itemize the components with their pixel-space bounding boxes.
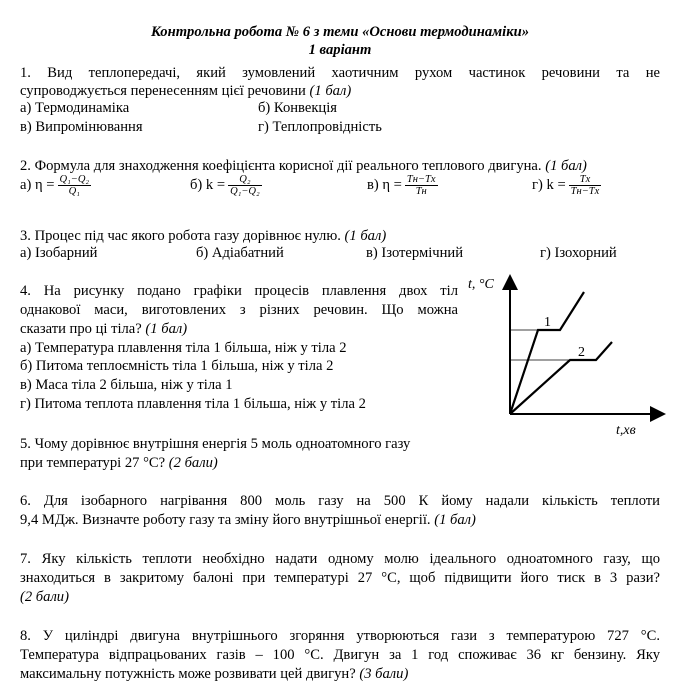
q8-text-line2: Температура відпрацьованих газів – 100 °С. Двигун за 1 год споживає 36 кг бензину. Яку xyxy=(20,647,660,663)
q4-text-line3 xyxy=(20,320,187,338)
q3-option-d: г) Ізохорний xyxy=(540,245,617,261)
q2-c-numerator: Tн−Tх xyxy=(406,174,436,185)
q6-text-line1: 6. Для ізобарного нагрівання 800 моль газу на 500 К йому надали кількість теплоти xyxy=(20,493,660,509)
q3-points: (1 бал) xyxy=(344,228,387,244)
q2-option-d xyxy=(532,174,601,197)
q4-text-line1: 4. На рисунку подано графіки процесів плавлення двох тіл xyxy=(20,283,458,299)
q8-text-line1: 8. У циліндрі двигуна внутрішнього згоряння утворюються гази з температурою 727 °С. xyxy=(20,628,660,644)
q4-text: сказати про ці тіла? xyxy=(20,321,142,337)
q2-b-numerator: Q₂ xyxy=(228,174,262,186)
q2-d-denominator: Tн−Tх xyxy=(570,186,600,197)
q5-points: (2 бали) xyxy=(168,455,218,471)
curve-2-label: 2 xyxy=(578,345,585,360)
variant-label: 1 варіант xyxy=(308,42,372,58)
q4-points: (1 бал) xyxy=(145,321,188,337)
q7-text-line1: 7. Яку кількість теплоти необхідно надати одному молю ідеального одноатомного газу, що xyxy=(20,551,660,567)
q1-option-d: г) Теплопровідність xyxy=(258,119,382,135)
q4-text-line2: однакової маси, виготовлених з різних речовин. Що можна xyxy=(20,302,458,318)
q6-text: 9,4 МДж. Визначте роботу газу та зміну його внутрішньої енергії. xyxy=(20,512,431,528)
q2-a-label: а) η = xyxy=(20,177,55,193)
q1-option-c: в) Випромінювання xyxy=(20,119,143,135)
q2-option-a xyxy=(20,174,91,197)
q1-text: супроводжується перенесенням цієї речовини xyxy=(20,83,306,99)
q2-c-denominator: Tн xyxy=(415,186,427,197)
q1-points: (1 бал) xyxy=(309,83,352,99)
q5-text-line1: 5. Чому дорівнює внутрішня енергія 5 моль одноатомного газу xyxy=(20,436,411,452)
q2-option-c xyxy=(367,174,438,197)
q7-points: (2 бали) xyxy=(20,589,69,605)
melting-graph xyxy=(466,272,666,444)
q2-b-label: б) k = xyxy=(190,177,226,193)
x-axis-label: t,хв xyxy=(616,423,636,438)
q2-question xyxy=(20,157,587,175)
page-title: Контрольна робота № 6 з теми «Основи термодинаміки» xyxy=(150,24,530,40)
q6-text-line2 xyxy=(20,511,476,529)
q2-d-label: г) k = xyxy=(532,177,566,193)
q2-c-label: в) η = xyxy=(367,177,402,193)
q6-points: (1 бал) xyxy=(434,512,476,528)
q8-text-line3 xyxy=(20,665,408,683)
curve-1 xyxy=(510,292,584,414)
q5-text: при температурі 27 °С? xyxy=(20,455,166,471)
y-axis-label: t, °C xyxy=(468,277,494,292)
q3-option-a: а) Ізобарний xyxy=(20,245,98,261)
q1-option-b: б) Конвекція xyxy=(258,100,337,116)
q2-text: 2. Формула для знаходження коефіцієнта корисної дії реального теплового двигуна. xyxy=(20,158,542,174)
q2-points: (1 бал) xyxy=(545,158,587,174)
q7-text-line2: знаходиться в закритому балоні при температурі 27 °С, щоб підвищити його тиск в 3 рази? xyxy=(20,570,660,586)
q2-b-denominator: Q₁−Q₂ xyxy=(230,186,260,197)
q3-question xyxy=(20,227,386,245)
q4-option-a: а) Температура плавлення тіла 1 більша, ніж у тіла 2 xyxy=(20,340,347,356)
q8-text: максимальну потужність може розвивати цей двигун? xyxy=(20,666,356,682)
q3-option-c: в) Ізотермічний xyxy=(366,245,464,261)
q5-text-line2 xyxy=(20,454,218,472)
q4-option-b: б) Питома теплоємність тіла 1 більша, ніж у тіла 2 xyxy=(20,358,334,374)
q1-text-line1: 1. Вид теплопередачі, який зумовлений хаотичним рухом частинок речовини та не xyxy=(20,65,660,81)
q3-text: 3. Процес під час якого робота газу дорівнює нулю. xyxy=(20,228,341,244)
q1-option-a: а) Термодинаміка xyxy=(20,100,130,116)
q3-option-b: б) Адіабатний xyxy=(196,245,284,261)
q2-option-b xyxy=(190,174,262,197)
q1-text-line2 xyxy=(20,82,351,100)
curve-2 xyxy=(510,342,612,414)
q2-a-denominator: Q₁ xyxy=(68,186,80,197)
q4-option-d: г) Питома теплота плавлення тіла 1 більша, ніж у тіла 2 xyxy=(20,396,366,412)
q2-a-numerator: Q₁−Q₂ xyxy=(59,174,90,185)
q8-points: (3 бали) xyxy=(359,666,409,682)
curve-1-label: 1 xyxy=(544,315,551,330)
q2-d-numerator: Tх xyxy=(569,174,602,186)
q4-option-c: в) Маса тіла 2 більша, ніж у тіла 1 xyxy=(20,377,233,393)
